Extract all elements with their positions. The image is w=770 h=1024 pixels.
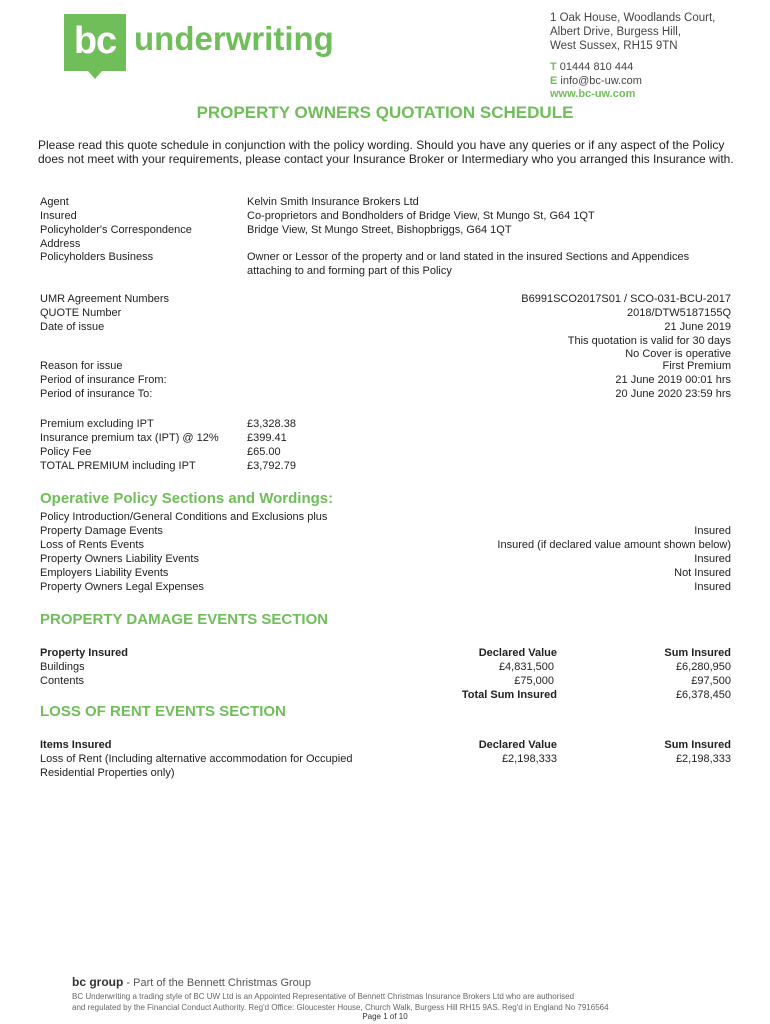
- page-title: PROPERTY OWNERS QUOTATION SCHEDULE: [196, 103, 574, 122]
- group-mark: bc group: [72, 975, 124, 989]
- email-line: [550, 75, 642, 89]
- total-premium-value: £3,792.79: [247, 460, 296, 472]
- total-premium-label: TOTAL PREMIUM including IPT: [40, 460, 196, 472]
- phone-line: [550, 61, 642, 75]
- operative-row-label: Property Owners Liability Events: [40, 553, 199, 565]
- issue-date-label: Date of issue: [40, 321, 105, 333]
- lor-col-sum: Sum Insured: [664, 739, 731, 751]
- operative-row-status: Insured: [694, 553, 731, 565]
- quote-value: 2018/DTW5187155Q: [627, 307, 731, 319]
- correspondence-label: [40, 224, 192, 251]
- website-link[interactable]: www.bc-uw.com: [550, 88, 636, 100]
- phone-number: 01444 810 444: [559, 61, 634, 73]
- property-damage-heading: PROPERTY DAMAGE EVENTS SECTION: [40, 611, 329, 628]
- phone-label: T: [550, 61, 557, 73]
- lor-item-line: Residential Properties only): [40, 766, 175, 779]
- pd-col-item: Property Insured: [40, 647, 129, 659]
- period-from-label: Period of insurance From:: [40, 374, 167, 386]
- insured-value: Co-proprietors and Bondholders of Bridge View, St Mungo St, G64 1QT: [247, 210, 595, 222]
- pd-col-declared: Declared Value: [478, 647, 557, 659]
- operative-row-label: Property Damage Events: [40, 525, 163, 537]
- email-label: E: [550, 74, 558, 87]
- operative-row-label: Loss of Rents Events: [40, 539, 144, 551]
- footer-legal: [72, 991, 609, 1013]
- agent-label: Agent: [40, 196, 69, 208]
- lor-row-declared: £2,198,333: [501, 753, 557, 765]
- operative-row-status: Insured (if declared value amount shown below): [497, 539, 731, 551]
- ipt-label: Insurance premium tax (IPT) @ 12%: [40, 432, 219, 444]
- premium-ex-ipt-value: £3,328.38: [247, 418, 296, 430]
- correspondence-label-line: Address: [40, 237, 81, 250]
- validity-note: This quotation is valid for 30 days: [567, 334, 731, 347]
- address-line: 1 Oak House, Woodlands Court,: [550, 12, 716, 24]
- lor-col-declared: Declared Value: [478, 739, 557, 751]
- email-address[interactable]: info@bc-uw.com: [560, 74, 642, 87]
- business-line: attaching to and forming part of this Policy: [247, 264, 452, 277]
- policy-fee-value: £65.00: [247, 446, 281, 458]
- reason-label: Reason for issue: [40, 360, 123, 372]
- page-number: Page 1 of 10: [362, 1012, 408, 1021]
- premium-ex-ipt-label: Premium excluding IPT: [40, 418, 154, 430]
- correspondence-label-line: Policyholder's Correspondence: [40, 224, 192, 236]
- pd-col-sum: Sum Insured: [664, 647, 731, 659]
- logo-mark-text: bc: [73, 20, 117, 62]
- operative-row-status: Not Insured: [674, 567, 731, 579]
- policy-fee-label: Policy Fee: [40, 446, 92, 458]
- correspondence-value: Bridge View, St Mungo Street, Bishopbriggs, G64 1QT: [247, 224, 512, 236]
- insured-label: Insured: [40, 210, 77, 222]
- intro-paragraph: Please read this quote schedule in conjunction with the policy wording. Should you have any queries or if any aspect of the Policy does not meet with your requirements, please contact your Insurance Broker or Intermediary who you arranged this Insurance with.: [38, 138, 734, 166]
- pd-row-item: Buildings: [40, 661, 85, 673]
- legal-line: BC Underwriting a trading style of BC UW Ltd is an Appointed Representative of Bennett Christmas Insurance Brokers Ltd who are authorised: [72, 992, 575, 1001]
- umr-value: B6991SCO2017S01 / SCO-031-BCU-2017: [521, 293, 731, 305]
- quote-label: QUOTE Number: [40, 307, 122, 319]
- cover-note: No Cover is operative: [625, 348, 731, 360]
- company-contact: [550, 61, 642, 102]
- pd-row-declared: £4,831,500: [498, 661, 554, 673]
- umr-label: UMR Agreement Numbers: [40, 293, 169, 305]
- logo-wordmark: underwriting: [134, 20, 334, 57]
- period-from-value: 21 June 2019 00:01 hrs: [615, 374, 731, 386]
- pd-row-sum: £97,500: [691, 675, 731, 687]
- lor-col-item: Items Insured: [40, 739, 112, 751]
- period-to-value: 20 June 2020 23:59 hrs: [615, 388, 731, 400]
- ipt-value: £399.41: [247, 432, 287, 444]
- issue-date-value: [568, 321, 731, 362]
- legal-line: and regulated by the Financial Conduct Authority. Reg'd Office: Gloucester House, Church Walk, Burgess Hill RH15 9AS. Reg'd in England No 7916564: [72, 1003, 609, 1012]
- pd-total-value: £6,378,450: [675, 689, 731, 701]
- business-label: Policyholders Business: [40, 251, 154, 263]
- operative-row-status: Insured: [694, 581, 731, 593]
- group-text: - Part of the Bennett Christmas Group: [126, 977, 312, 989]
- period-to-label: Period of insurance To:: [40, 388, 153, 400]
- agent-value: Kelvin Smith Insurance Brokers Ltd: [247, 196, 419, 208]
- address-line: Albert Drive, Burgess Hill,: [550, 26, 682, 38]
- operative-heading: Operative Policy Sections and Wordings:: [40, 490, 334, 507]
- pd-row-declared: £75,000: [514, 675, 554, 687]
- pd-total-label: Total Sum Insured: [461, 689, 557, 701]
- operative-row-label: Employers Liability Events: [40, 567, 169, 579]
- lor-row-sum: £2,198,333: [675, 753, 731, 765]
- logo-mark: [64, 14, 126, 71]
- address-line: West Sussex, RH15 9TN: [550, 40, 678, 52]
- business-value: [247, 251, 689, 278]
- pd-row-item: Contents: [40, 675, 85, 687]
- operative-row-status: Insured: [694, 525, 731, 537]
- pd-row-sum: £6,280,950: [675, 661, 731, 673]
- company-address: [550, 11, 715, 53]
- operative-row-label: Property Owners Legal Expenses: [40, 581, 204, 593]
- issue-date: 21 June 2019: [664, 321, 731, 333]
- operative-intro: Policy Introduction/General Conditions and Exclusions plus: [40, 511, 328, 523]
- lor-item-line: Loss of Rent (Including alternative accommodation for Occupied: [40, 753, 353, 765]
- lor-row-item: [40, 753, 352, 780]
- loss-of-rent-heading: LOSS OF RENT EVENTS SECTION: [40, 703, 286, 720]
- business-line: Owner or Lessor of the property and or land stated in the insured Sections and Appendices: [247, 251, 690, 263]
- reason-value: First Premium: [662, 360, 731, 372]
- footer-group: [72, 975, 311, 989]
- logo-tick: [88, 71, 102, 79]
